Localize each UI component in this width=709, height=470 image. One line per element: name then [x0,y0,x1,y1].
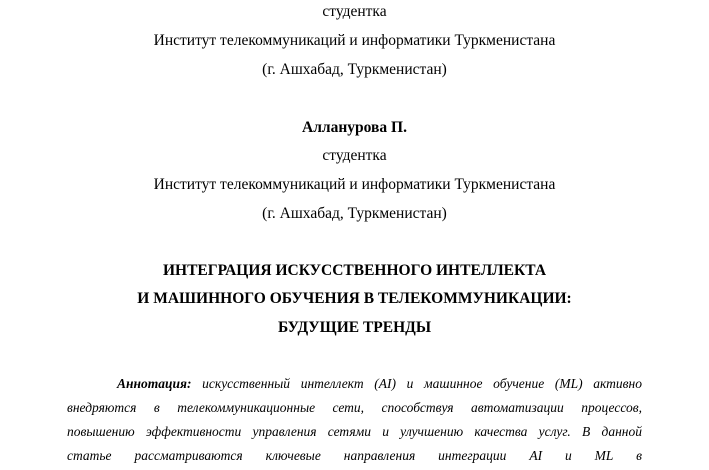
author2-institution: Институт телекоммуникаций и информатики Туркменистана [153,176,556,193]
abstract-label: Аннотация: [117,376,192,391]
article-title-line-1: ИНТЕГРАЦИЯ ИСКУССТВЕННОГО ИНТЕЛЛЕКТА [162,262,547,279]
abstract-line-4: статье рассматриваются ключевые направления интеграции AI и ML в [67,448,642,463]
author1-location: (г. Ашхабад, Туркменистан) [262,61,447,78]
abstract [67,372,642,468]
author2-name: Алланурова П. [302,119,407,136]
abstract-line-1 [67,372,642,396]
article-title-line-3: БУДУЩИЕ ТРЕНДЫ [277,319,432,336]
author2-role: студентка [322,147,387,164]
article-title-line-2: И МАШИННОГО ОБУЧЕНИЯ В ТЕЛЕКОММУНИКАЦИИ: [137,290,572,307]
author1-role: студентка [322,3,387,20]
author1-institution: Институт телекоммуникаций и информатики Туркменистана [153,32,556,49]
author2-location: (г. Ашхабад, Туркменистан) [262,205,447,222]
abstract-line-3: повышению эффективности управления сетями и улучшению качества услуг. В данной [67,424,642,439]
abstract-line-1-text: искусственный интеллект (AI) и машинное обучение (ML) активно [191,376,642,391]
abstract-line-2: внедряются в телекоммуникационные сети, способствуя автоматизации процессов, [67,400,642,415]
